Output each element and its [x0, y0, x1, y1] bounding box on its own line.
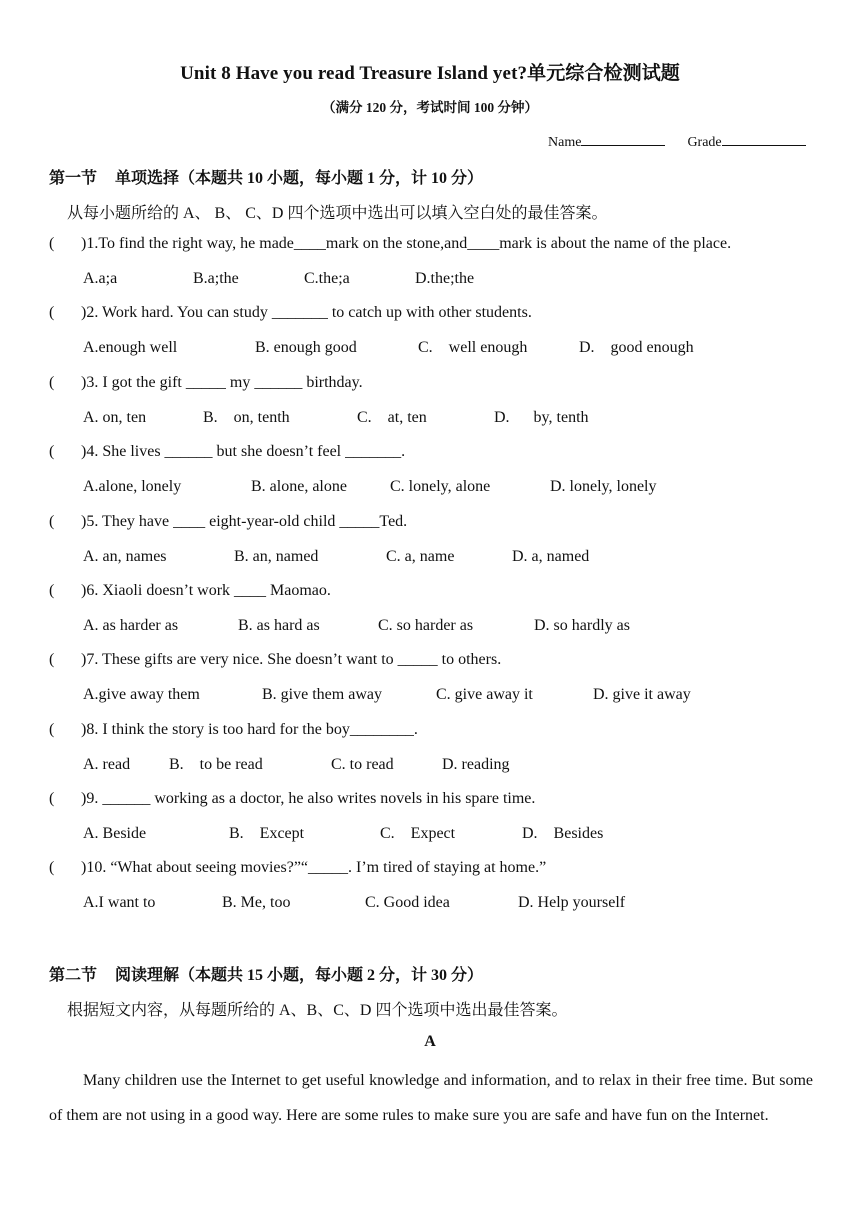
question-1	[49, 235, 731, 253]
section2-number: 第二节	[49, 967, 98, 984]
option-a: A.enough well	[83, 339, 178, 356]
question-stem: )4. She lives ______ but she doesn’t feel _______.	[81, 443, 406, 460]
option-c: C.the;a	[304, 270, 350, 287]
name-label: Name	[548, 135, 582, 150]
question-9	[49, 790, 535, 808]
passage-text: Many children use the Internet to get useful knowledge and information, and to relax in their free time. But some of them are not using in a good way. Here are some rules to make sure you are safe and have fun on the Internet.	[49, 1072, 813, 1124]
section2-instruction: 根据短文内容，从每题所给的 A、B、C、D 四个选项中选出最佳答案。	[67, 1002, 568, 1019]
option-a: A. read	[83, 756, 131, 773]
option-b: B. Me, too	[222, 894, 291, 911]
option-d: D. by, tenth	[494, 409, 589, 426]
option-a: A. on, ten	[83, 409, 147, 426]
option-b: B. alone, alone	[251, 478, 347, 495]
answer-paren[interactable]: (	[49, 235, 55, 252]
option-b: B. on, tenth	[203, 409, 290, 426]
option-d: D. lonely, lonely	[550, 478, 657, 495]
option-c: C. give away it	[436, 686, 533, 703]
option-a: A. as harder as	[83, 617, 179, 634]
question-10	[49, 859, 546, 877]
option-c: C. a, name	[386, 548, 455, 565]
option-c: C. lonely, alone	[390, 478, 491, 495]
option-b: B. an, named	[234, 548, 319, 565]
question-stem: )6. Xiaoli doesn’t work ____ Maomao.	[81, 582, 331, 599]
option-c: C. to read	[331, 756, 394, 773]
section1-heading	[49, 165, 483, 188]
option-a: A.give away them	[83, 686, 200, 703]
option-b: B. Except	[229, 825, 305, 842]
option-a: A. Beside	[83, 825, 147, 842]
option-d: D. give it away	[593, 686, 691, 703]
section2-title: 阅读理解（本题共 15 小题，每小题 2 分，计 30 分）	[115, 967, 484, 984]
document-subtitle: （满分 120 分，考试时间 100 分钟）	[322, 100, 538, 115]
option-c: C. at, ten	[357, 409, 427, 426]
question-8	[49, 721, 418, 739]
option-a: A. an, names	[83, 548, 167, 565]
question-stem: )7. These gifts are very nice. She doesn’t want to _____ to others.	[81, 651, 502, 668]
grade-blank[interactable]	[722, 131, 806, 146]
question-7	[49, 651, 501, 669]
option-a: A.alone, lonely	[83, 478, 182, 495]
question-4	[49, 443, 405, 461]
option-d: D. good enough	[579, 339, 694, 356]
option-d: D.the;the	[415, 270, 475, 287]
option-d: D. Besides	[522, 825, 604, 842]
option-c: C. Expect	[380, 825, 456, 842]
answer-paren[interactable]: (	[49, 790, 55, 807]
option-b: B. give them away	[262, 686, 382, 703]
answer-paren[interactable]: (	[49, 582, 55, 599]
question-stem: )2. Work hard. You can study _______ to catch up with other students.	[81, 304, 532, 321]
answer-paren[interactable]: (	[49, 304, 55, 321]
option-a: A.a;a	[83, 270, 118, 287]
section2-heading	[49, 962, 483, 985]
answer-paren[interactable]: (	[49, 513, 55, 530]
question-stem: )5. They have ____ eight-year-old child _____Ted.	[81, 513, 408, 530]
option-d: D. Help yourself	[518, 894, 626, 911]
answer-paren[interactable]: (	[49, 374, 55, 391]
option-c: C. well enough	[418, 339, 528, 356]
name-blank[interactable]	[581, 131, 665, 146]
option-c: C. Good idea	[365, 894, 450, 911]
question-stem: )9. ______ working as a doctor, he also writes novels in his spare time.	[81, 790, 536, 807]
document-title: Unit 8 Have you read Treasure Island yet?单元综合检测试题	[180, 63, 680, 84]
option-a: A.I want to	[83, 894, 156, 911]
option-b: B. as hard as	[238, 617, 320, 634]
answer-paren[interactable]: (	[49, 651, 55, 668]
section1-title: 单项选择（本题共 10 小题，每小题 1 分，计 10 分）	[115, 170, 484, 187]
option-b: B.a;the	[193, 270, 239, 287]
question-stem: )8. I think the story is too hard for the boy________.	[81, 721, 418, 738]
option-d: D. reading	[442, 756, 510, 773]
question-stem: )3. I got the gift _____ my ______ birthday.	[81, 374, 363, 391]
section1-instruction: 从每小题所给的 A、 B、 C、D 四个选项中选出可以填入空白处的最佳答案。	[67, 205, 608, 222]
answer-paren[interactable]: (	[49, 859, 55, 876]
question-2	[49, 304, 532, 322]
question-5	[49, 513, 407, 531]
question-stem: )10. “What about seeing movies?”“_____. I’m tired of staying at home.”	[81, 859, 547, 876]
section1-number: 第一节	[49, 170, 98, 187]
passage-letter: A	[424, 1033, 436, 1050]
option-d: D. a, named	[512, 548, 590, 565]
question-stem: )1.To find the right way, he made____mark on the stone,and____mark is about the name of the place.	[81, 235, 732, 252]
answer-paren[interactable]: (	[49, 443, 55, 460]
answer-paren[interactable]: (	[49, 721, 55, 738]
name-grade-line	[548, 131, 806, 151]
option-b: B. enough good	[255, 339, 357, 356]
option-c: C. so harder as	[378, 617, 474, 634]
question-6	[49, 582, 331, 600]
question-3	[49, 374, 363, 392]
grade-label: Grade	[687, 135, 722, 150]
option-d: D. so hardly as	[534, 617, 630, 634]
option-b: B. to be read	[169, 756, 263, 773]
